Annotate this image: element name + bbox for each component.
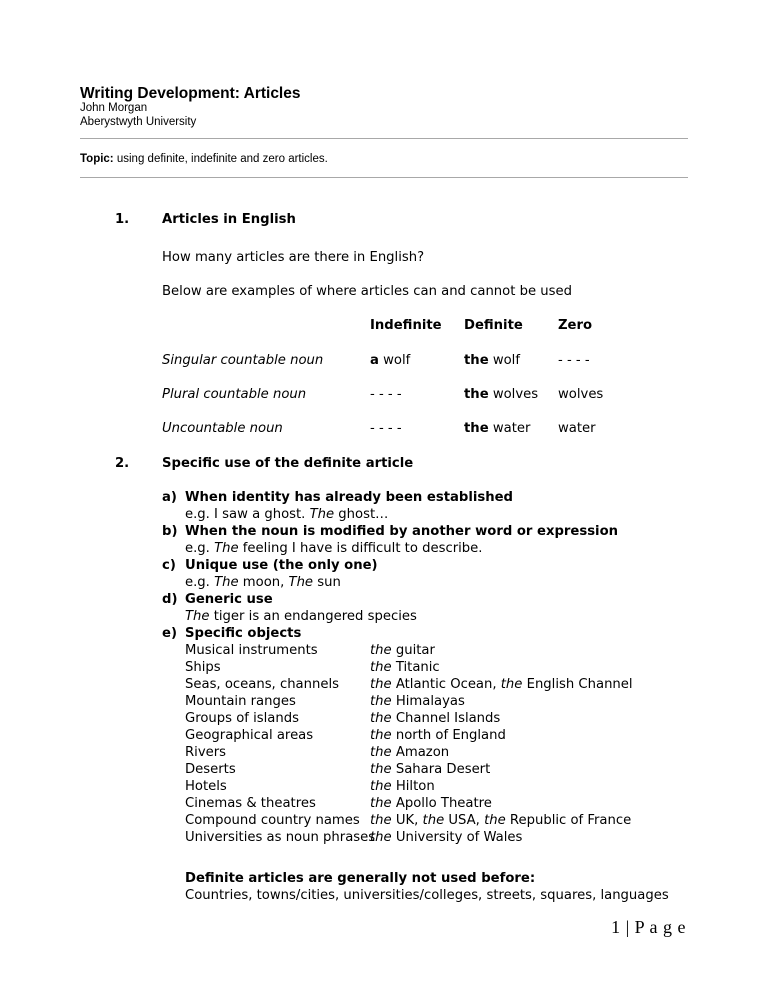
topic-text: using definite, indefinite and zero articles. (116, 153, 328, 165)
object-category: Compound country names (185, 813, 360, 828)
example-italic: the (370, 796, 392, 811)
section-2-heading: Specific use of the definite article (162, 456, 414, 471)
example-text: Titanic (391, 660, 440, 675)
example-text: Channel Islands (391, 711, 501, 726)
table-cell-indefinite: - - - - (370, 421, 402, 436)
example-italic: the (500, 677, 523, 692)
noun: water (488, 421, 531, 436)
page-number: 1 (611, 917, 621, 937)
object-category: Deserts (185, 762, 236, 777)
table-cell-zero: - - - - (558, 353, 590, 368)
section-1-number: 1. (115, 212, 130, 227)
table-cell-zero: water (558, 421, 596, 436)
object-category: Hotels (185, 779, 227, 794)
example-text: e.g. (185, 541, 215, 556)
object-example (370, 694, 465, 709)
example-text: Sahara Desert (391, 762, 491, 777)
object-example (370, 728, 506, 743)
list-item-title: When the noun is modified by another word or expression (185, 524, 619, 539)
list-item-letter: a) (162, 490, 177, 505)
object-category: Cinemas & theatres (185, 796, 316, 811)
example-italic: the (370, 779, 392, 794)
table-cell-definite (464, 387, 538, 402)
example-text: English Channel (522, 677, 633, 692)
object-example (370, 643, 435, 658)
example-text: guitar (391, 643, 435, 658)
article-the: the (464, 353, 489, 368)
example-italic: the (370, 830, 392, 845)
list-item-example (185, 609, 417, 624)
table-cell-zero: wolves (558, 387, 604, 402)
example-text: sun (313, 575, 341, 590)
example-text: e.g. I saw a ghost. (185, 507, 310, 522)
list-item-example (185, 575, 341, 590)
example-text: Apollo Theatre (391, 796, 492, 811)
affiliation: Aberystwyth University (80, 116, 197, 128)
object-example (370, 813, 631, 828)
list-item-title: When identity has already been established (185, 490, 513, 505)
object-example (370, 677, 633, 692)
noun: wolf (488, 353, 520, 368)
section-1-intro: Below are examples of where articles can and cannot be used (162, 284, 572, 299)
example-italic: the (370, 813, 392, 828)
example-italic: the (370, 711, 392, 726)
object-example (370, 660, 440, 675)
example-italic: the (370, 745, 392, 760)
object-category: Ships (185, 660, 221, 675)
table-header-zero: Zero (558, 318, 593, 333)
table-cell-indefinite: - - - - (370, 387, 402, 402)
example-italic: the (484, 813, 506, 828)
table-row-label: Uncountable noun (162, 421, 283, 436)
page-separator: | (625, 917, 630, 937)
list-item-title: Specific objects (185, 626, 302, 641)
example-italic: the (422, 813, 445, 828)
not-used-heading: Definite articles are generally not used before: (185, 871, 536, 886)
document-title: Writing Development: Articles (80, 85, 301, 102)
topic-label: Topic: (80, 153, 114, 165)
example-italic: the (370, 643, 392, 658)
list-item-title: Unique use (the only one) (185, 558, 378, 573)
list-item-letter: d) (162, 592, 178, 607)
list-item-title: Generic use (185, 592, 273, 607)
example-italic: The (185, 609, 210, 624)
page-footer (611, 917, 686, 938)
object-example (370, 796, 492, 811)
object-category: Universities as noun phrases (185, 830, 376, 845)
example-italic: The (309, 507, 335, 522)
noun: wolves (488, 387, 539, 402)
table-row-label: Singular countable noun (162, 353, 324, 368)
example-text: ghost… (334, 507, 389, 522)
article-a: a (370, 353, 379, 368)
list-item-example (185, 541, 482, 556)
article-the: the (464, 421, 489, 436)
object-example (370, 711, 500, 726)
example-italic: the (370, 728, 392, 743)
table-row-label: Plural countable noun (162, 387, 307, 402)
example-italic: the (370, 762, 392, 777)
list-item-letter: b) (162, 524, 178, 539)
author-name: John Morgan (80, 102, 148, 114)
object-category: Groups of islands (185, 711, 299, 726)
object-category: Mountain ranges (185, 694, 296, 709)
section-1-question: How many articles are there in English? (162, 250, 425, 265)
noun: wolf (378, 353, 411, 368)
example-text: Himalayas (391, 694, 465, 709)
page-label: P a g e (634, 917, 686, 937)
table-header-definite: Definite (464, 318, 523, 333)
example-italic: the (370, 677, 392, 692)
object-example (370, 779, 435, 794)
example-italic: The (288, 575, 314, 590)
example-text: moon, (238, 575, 289, 590)
article-the: the (464, 387, 489, 402)
object-example (370, 762, 490, 777)
section-1-heading: Articles in English (162, 212, 296, 227)
example-text: north of England (391, 728, 506, 743)
topic-line (80, 153, 328, 165)
object-category: Rivers (185, 745, 227, 760)
example-italic: the (370, 694, 392, 709)
table-cell-indefinite (370, 353, 410, 368)
example-text: e.g. (185, 575, 215, 590)
object-category: Musical instruments (185, 643, 318, 658)
list-item-letter: c) (162, 558, 176, 573)
example-text: Republic of France (505, 813, 632, 828)
example-italic: The (214, 541, 239, 556)
topic-divider (80, 177, 688, 178)
table-cell-definite (464, 353, 520, 368)
example-text: Atlantic Ocean, (391, 677, 501, 692)
not-used-text: Countries, towns/cities, universities/colleges, streets, squares, languages (185, 888, 669, 903)
list-item-example (185, 507, 388, 522)
object-example (370, 830, 522, 845)
example-text: Hilton (391, 779, 435, 794)
example-italic: The (214, 575, 239, 590)
object-category: Seas, oceans, channels (185, 677, 340, 692)
example-text: tiger is an endangered species (209, 609, 417, 624)
section-2-number: 2. (115, 456, 130, 471)
header-divider (80, 138, 688, 139)
list-item-letter: e) (162, 626, 177, 641)
example-text: Amazon (391, 745, 450, 760)
example-text: USA, (444, 813, 485, 828)
table-cell-definite (464, 421, 530, 436)
example-text: University of Wales (391, 830, 523, 845)
object-example (370, 745, 449, 760)
object-category: Geographical areas (185, 728, 314, 743)
example-text: feeling I have is difficult to describe. (238, 541, 483, 556)
table-header-indefinite: Indefinite (370, 318, 442, 333)
example-text: UK, (391, 813, 423, 828)
example-italic: the (370, 660, 392, 675)
